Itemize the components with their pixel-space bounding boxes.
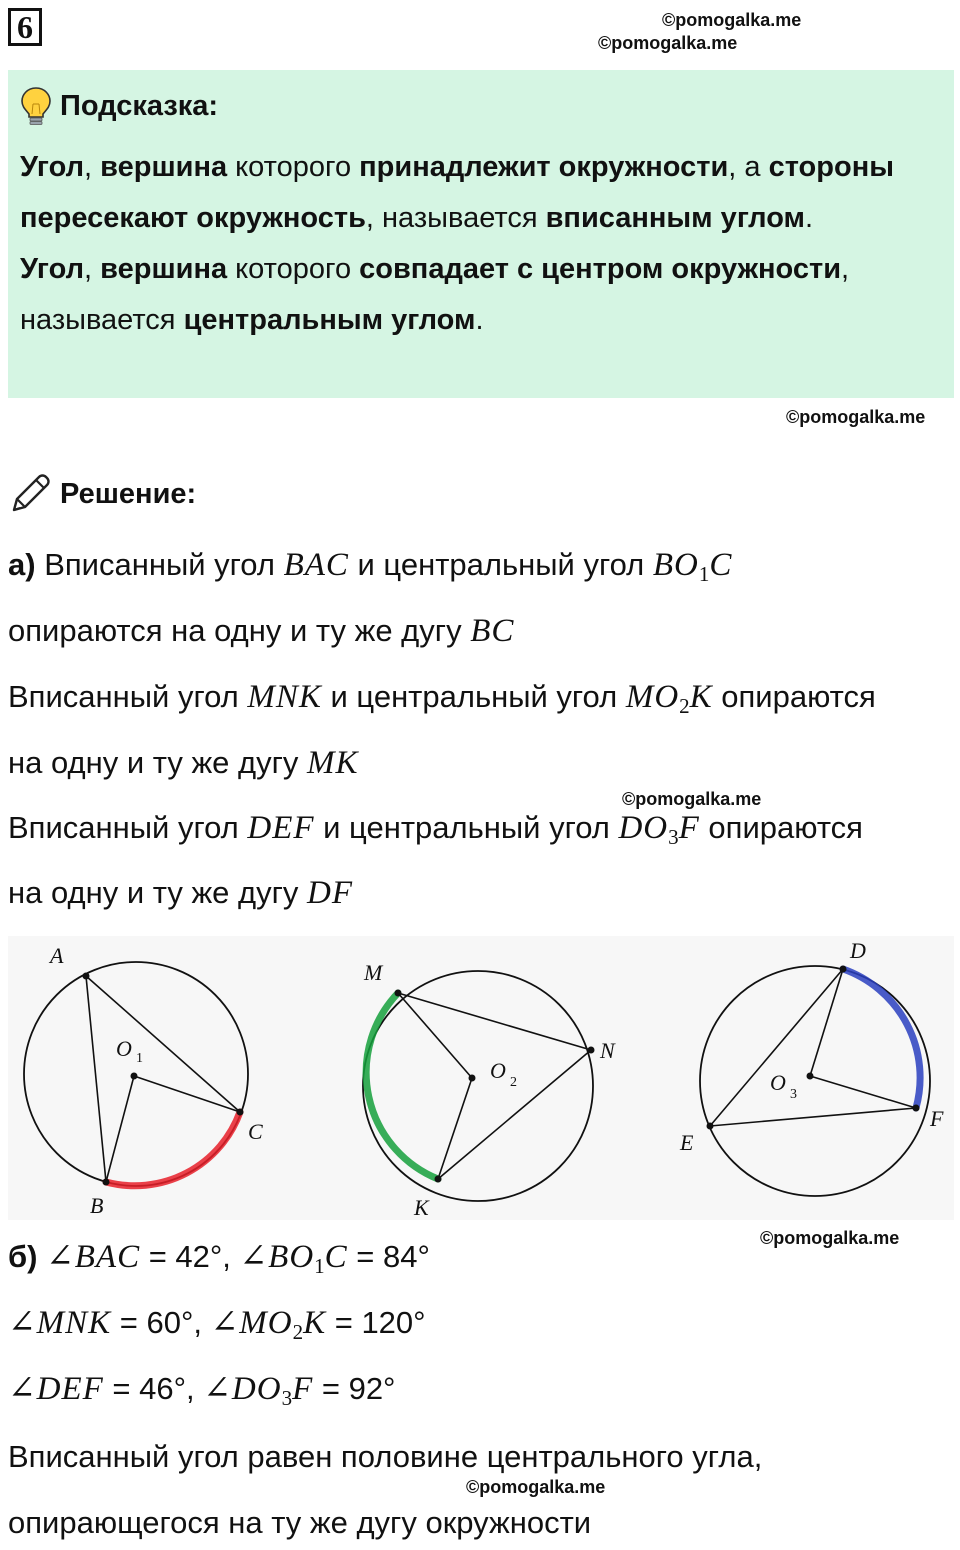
solution-title	[8, 472, 196, 516]
hint-text: , называется	[365, 202, 546, 234]
solution-line-a5	[8, 808, 863, 857]
label-o2-sub: 2	[510, 1075, 517, 1090]
arc-bc	[106, 1112, 240, 1186]
solution-line-a1	[8, 545, 732, 594]
value: = 120°	[326, 1305, 426, 1340]
label-n: N	[600, 1038, 615, 1063]
watermark: ©pomogalka.me	[622, 789, 762, 809]
part-a-label: а)	[8, 547, 36, 582]
solution-line-a2	[8, 611, 514, 651]
hint-paragraph-inscribed	[20, 142, 954, 244]
pencil-icon	[8, 472, 52, 516]
hint-bold-term: стороны пересекают окружность	[20, 151, 894, 234]
hint-title-text: Подсказка:	[60, 89, 219, 122]
label-d: D	[850, 938, 866, 963]
value: = 84°	[347, 1239, 430, 1274]
text: опираются	[699, 810, 863, 845]
figure-circle-1	[24, 943, 263, 1218]
watermark: ©pomogalka.me	[598, 33, 738, 53]
label-o1: O	[116, 1036, 132, 1061]
text: опираются	[712, 679, 876, 714]
arc-mk	[366, 993, 438, 1179]
solution-line-a4	[8, 743, 359, 783]
solution-title-text: Решение:	[60, 477, 197, 510]
math-angle: $DO_3F$	[618, 810, 700, 849]
hint-bold-term: вписанным углом	[545, 202, 805, 234]
hint-bold-term: вершина	[100, 253, 228, 285]
solution-line-b1	[8, 1237, 430, 1286]
math-angle: DEF	[247, 810, 315, 846]
value: = 92°	[313, 1371, 396, 1406]
math-angle: $\angle MO_2K$	[210, 1305, 327, 1344]
math-angle: ∠BAC	[46, 1239, 141, 1275]
watermark: ©pomogalka.me	[760, 1228, 900, 1248]
math-angle: $MO_2K$	[625, 679, 713, 718]
text: Вписанный угол	[35, 547, 284, 582]
math-angle: BAC	[283, 547, 349, 583]
math-angle: $BO_1C$	[652, 547, 733, 586]
label-k: K	[414, 1195, 429, 1220]
text: и центральный угол	[321, 679, 626, 714]
label-f: F	[930, 1106, 944, 1131]
solution-conclusion-1: Вписанный угол равен половине центрального угла,	[8, 1439, 763, 1474]
hint-text: .	[805, 202, 814, 234]
math-arc: MK	[307, 745, 359, 781]
value: = 42°,	[140, 1239, 240, 1274]
watermark: ©pomogalka.me	[662, 10, 802, 30]
figure-circle-3	[679, 938, 944, 1196]
math-angle: $\angle DO_3F$	[203, 1371, 314, 1410]
math-angle: ∠MNK	[8, 1305, 112, 1341]
text: и центральный угол	[314, 810, 619, 845]
text: на одну и ту же дугу	[8, 745, 308, 780]
part-b-label: б)	[8, 1239, 38, 1274]
label-m: M	[364, 960, 383, 985]
label-o2: O	[490, 1058, 506, 1083]
value: = 46°,	[103, 1371, 204, 1406]
value: = 60°,	[111, 1305, 211, 1340]
solution-line-b2	[8, 1303, 426, 1352]
solution-line-a6	[8, 873, 353, 913]
circle-figures	[8, 936, 954, 1220]
hint-text: ,	[84, 253, 101, 285]
hint-bold-term: принадлежит окружности	[359, 151, 729, 183]
label-o3-sub: 3	[790, 1087, 797, 1102]
watermark: ©pomogalka.me	[466, 1477, 606, 1497]
label-e: E	[680, 1130, 694, 1155]
math-arc: DF	[307, 875, 354, 911]
arc-df	[843, 969, 920, 1108]
task-number: 6	[8, 8, 42, 46]
hint-bold-term: вершина	[100, 151, 228, 183]
hint-text: .	[475, 304, 484, 336]
hint-paragraph-central	[20, 244, 954, 346]
math-arc: BC	[470, 613, 515, 649]
text: и центральный угол	[348, 547, 653, 582]
lightbulb-icon	[20, 86, 52, 126]
hint-text: ,	[84, 151, 101, 183]
math-angle: ∠DEF	[8, 1371, 104, 1407]
solution-conclusion-2: опирающегося на ту же дугу окружности	[8, 1505, 592, 1540]
label-b: B	[90, 1193, 104, 1218]
label-c: C	[248, 1119, 263, 1144]
hint-title	[20, 84, 954, 128]
watermark: ©pomogalka.me	[786, 407, 926, 427]
math-angle: MNK	[247, 679, 322, 715]
hint-text: , называется	[20, 253, 850, 336]
math-angle: $\angle BO_1C$	[239, 1239, 348, 1278]
figure-circle-2	[363, 960, 616, 1220]
text: на одну и ту же дугу	[8, 875, 308, 910]
solution-line-b3	[8, 1369, 395, 1418]
hint-bold-term: совпадает с центром окружности	[359, 253, 842, 285]
hint-text: которого	[227, 151, 360, 183]
hint-box	[8, 70, 954, 398]
hint-text: которого	[227, 253, 360, 285]
text: опираются на одну и ту же дугу	[8, 613, 471, 648]
text: Вписанный угол	[8, 810, 248, 845]
text: Вписанный угол	[8, 679, 248, 714]
hint-bold-term: центральным углом	[183, 304, 476, 336]
hint-text: , а	[728, 151, 769, 183]
hint-bold-term: Угол	[20, 253, 85, 285]
label-a: A	[50, 943, 64, 968]
label-o1-sub: 1	[136, 1051, 143, 1066]
label-o3: O	[770, 1070, 786, 1095]
solution-line-a3	[8, 677, 876, 726]
hint-bold-term: Угол	[20, 151, 85, 183]
